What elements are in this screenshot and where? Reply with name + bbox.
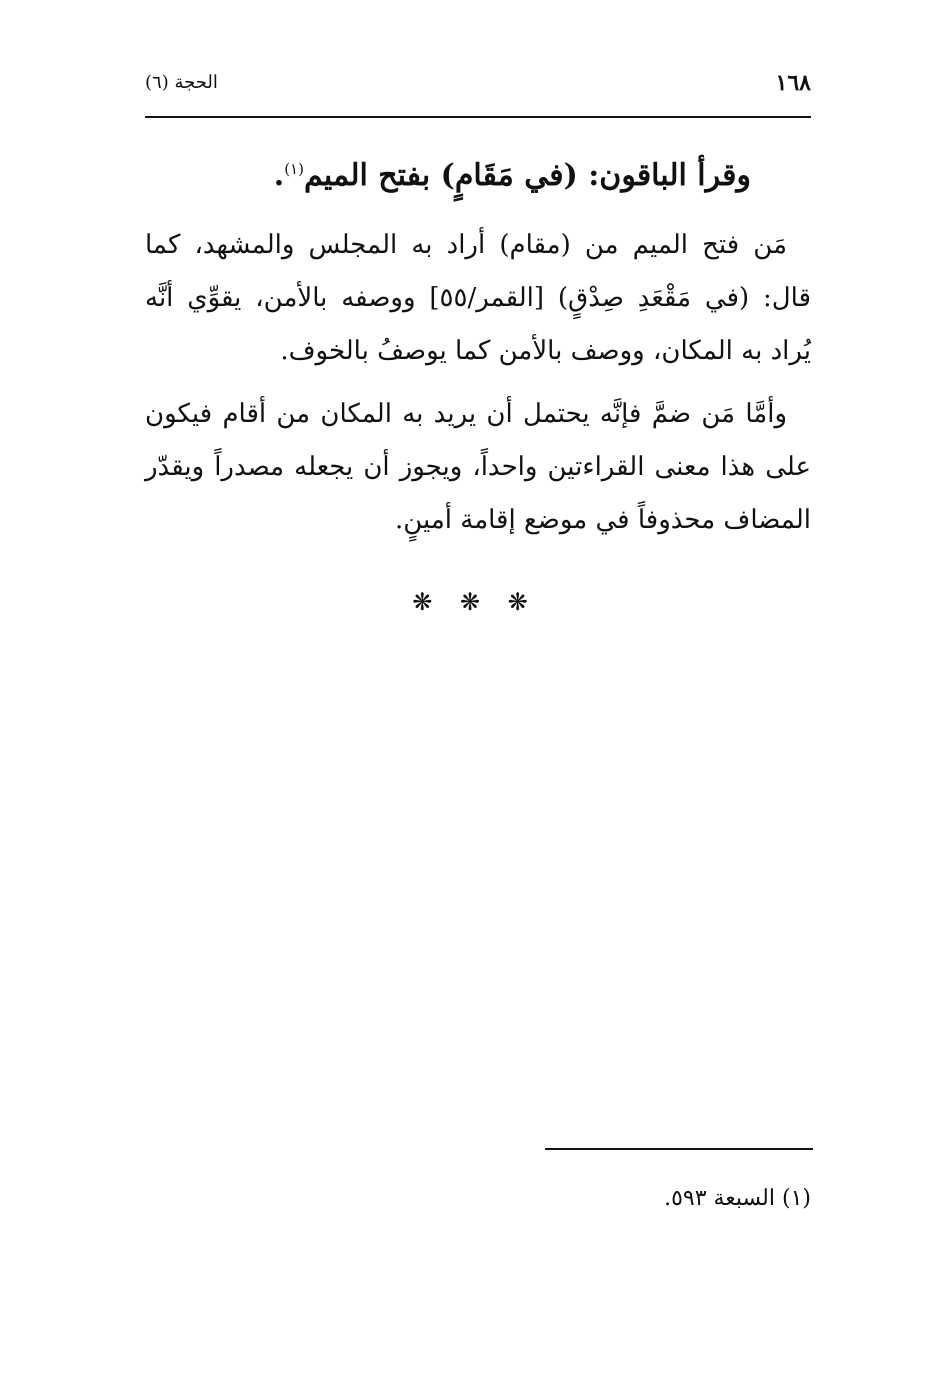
- reading-heading-text: وقرأ الباقون: (في مَقَامٍ) بفتح الميم: [303, 158, 751, 193]
- footnote: (١) السبعة ٥٩٣.: [664, 1186, 811, 1211]
- footnote-reference: (١): [284, 160, 304, 178]
- running-title: الحجة (٦): [145, 72, 218, 93]
- footnotes: [145, 1186, 811, 1211]
- paragraph: مَن فتح الميم من (مقام) أراد به المجلس والمشهد، كما قال: (في مَقْعَدِ صِدْقٍ) [القمر/٥٥] ووصفه بالأمن، يقوِّي أنَّه يُراد به المكان، ووصف بالأمن كما يوصفُ بالخوف.: [145, 230, 811, 366]
- main-text: [145, 140, 811, 557]
- page-header: [145, 66, 811, 106]
- page-number: ١٦٨: [775, 70, 811, 96]
- reading-heading: [145, 140, 811, 205]
- footnote-rule: [545, 1148, 813, 1150]
- section-separator: ❋ ❋ ❋: [412, 588, 538, 616]
- reading-heading-end: .: [273, 158, 285, 193]
- header-rule: [145, 116, 811, 118]
- paragraph: وأمَّا مَن ضمَّ فإنَّه يحتمل أن يريد به المكان من أقام فيكون على هذا معنى القراءتين واحداً، ويجوز أن يجعله مصدراً ويقدّر المضاف محذوفاً في موضع إقامة أمينٍ.: [145, 399, 811, 535]
